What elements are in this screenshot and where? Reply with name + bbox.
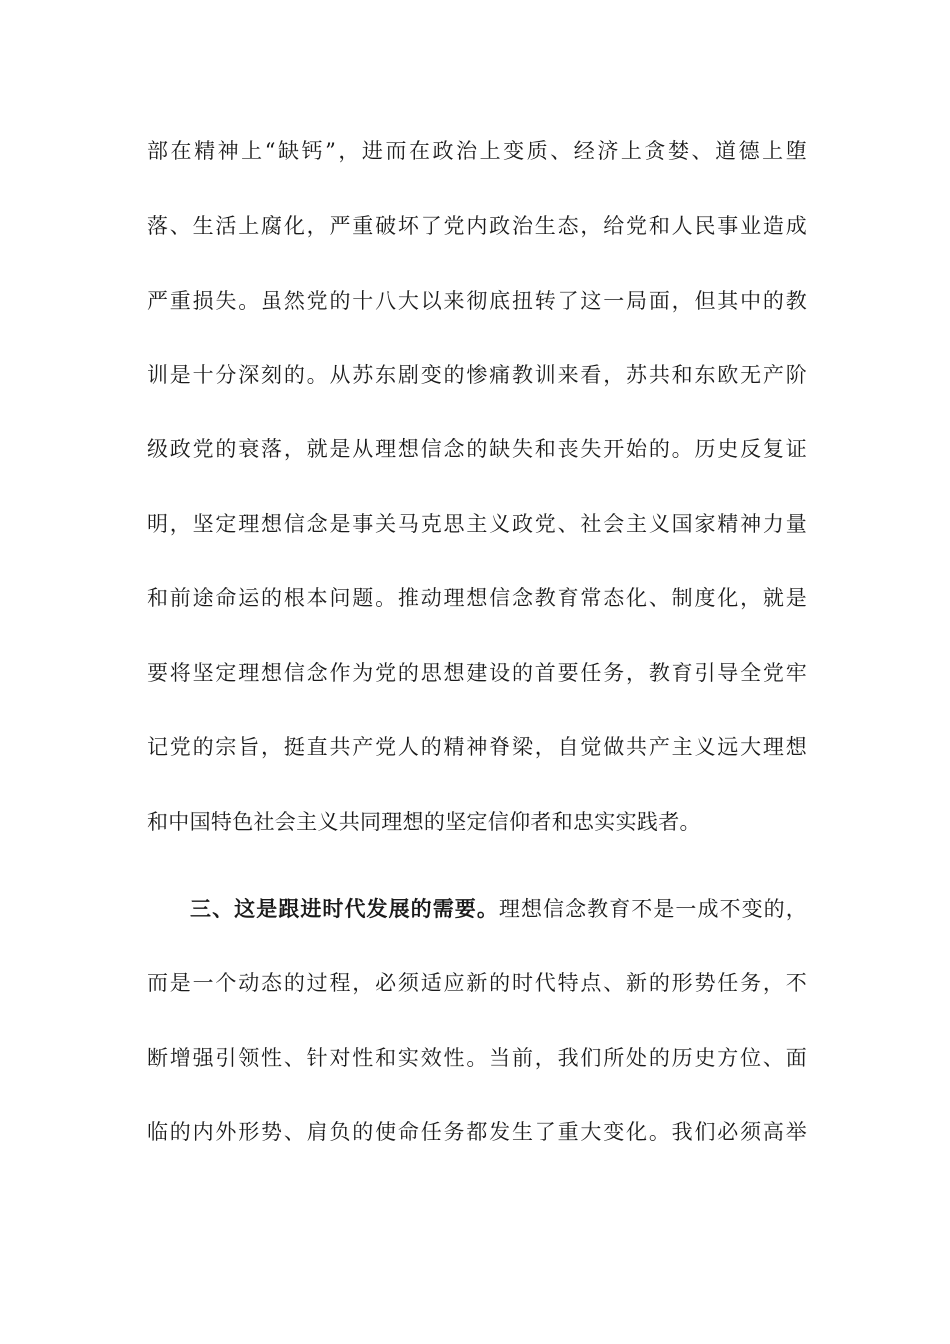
- paragraph-line: 训是十分深刻的。从苏东剧变的惨痛教训来看，苏共和东欧无产阶: [147, 363, 807, 387]
- paragraph-line: 而是一个动态的过程，必须适应新的时代特点、新的形势任务，不: [147, 971, 807, 995]
- paragraph-line: 临的内外形势、肩负的使命任务都发生了重大变化。我们必须高举: [147, 1120, 807, 1144]
- paragraph-line: 落、生活上腐化，严重破坏了党内政治生态，给党和人民事业造成: [147, 214, 807, 238]
- paragraph-line: 和中国特色社会主义共同理想的坚定信仰者和忠实实践者。: [147, 810, 701, 834]
- paragraph-line: 断增强引领性、针对性和实效性。当前，我们所处的历史方位、面: [147, 1046, 807, 1070]
- paragraph-first-line: [190, 894, 807, 924]
- section-heading: 三、这是跟进时代发展的需要。: [190, 896, 499, 921]
- paragraph-line: 记党的宗旨，挺直共产党人的精神脊梁，自觉做共产主义远大理想: [147, 735, 807, 759]
- paragraph-line: 要将坚定理想信念作为党的思想建设的首要任务，教育引导全党牢: [147, 661, 807, 685]
- paragraph-line: 严重损失。虽然党的十八大以来彻底扭转了这一局面，但其中的教: [147, 289, 807, 313]
- paragraph-line: 部在精神上“缺钙”，进而在政治上变质、经济上贪婪、道德上堕: [147, 139, 807, 163]
- paragraph-text: 理想信念教育不是一成不变的，: [498, 897, 808, 921]
- paragraph-line: 和前途命运的根本问题。推动理想信念教育常态化、制度化，就是: [147, 586, 807, 610]
- paragraph-line: 明，坚定理想信念是事关马克思主义政党、社会主义国家精神力量: [147, 512, 807, 536]
- paragraph-line: 级政党的衰落，就是从理想信念的缺失和丧失开始的。历史反复证: [147, 437, 807, 461]
